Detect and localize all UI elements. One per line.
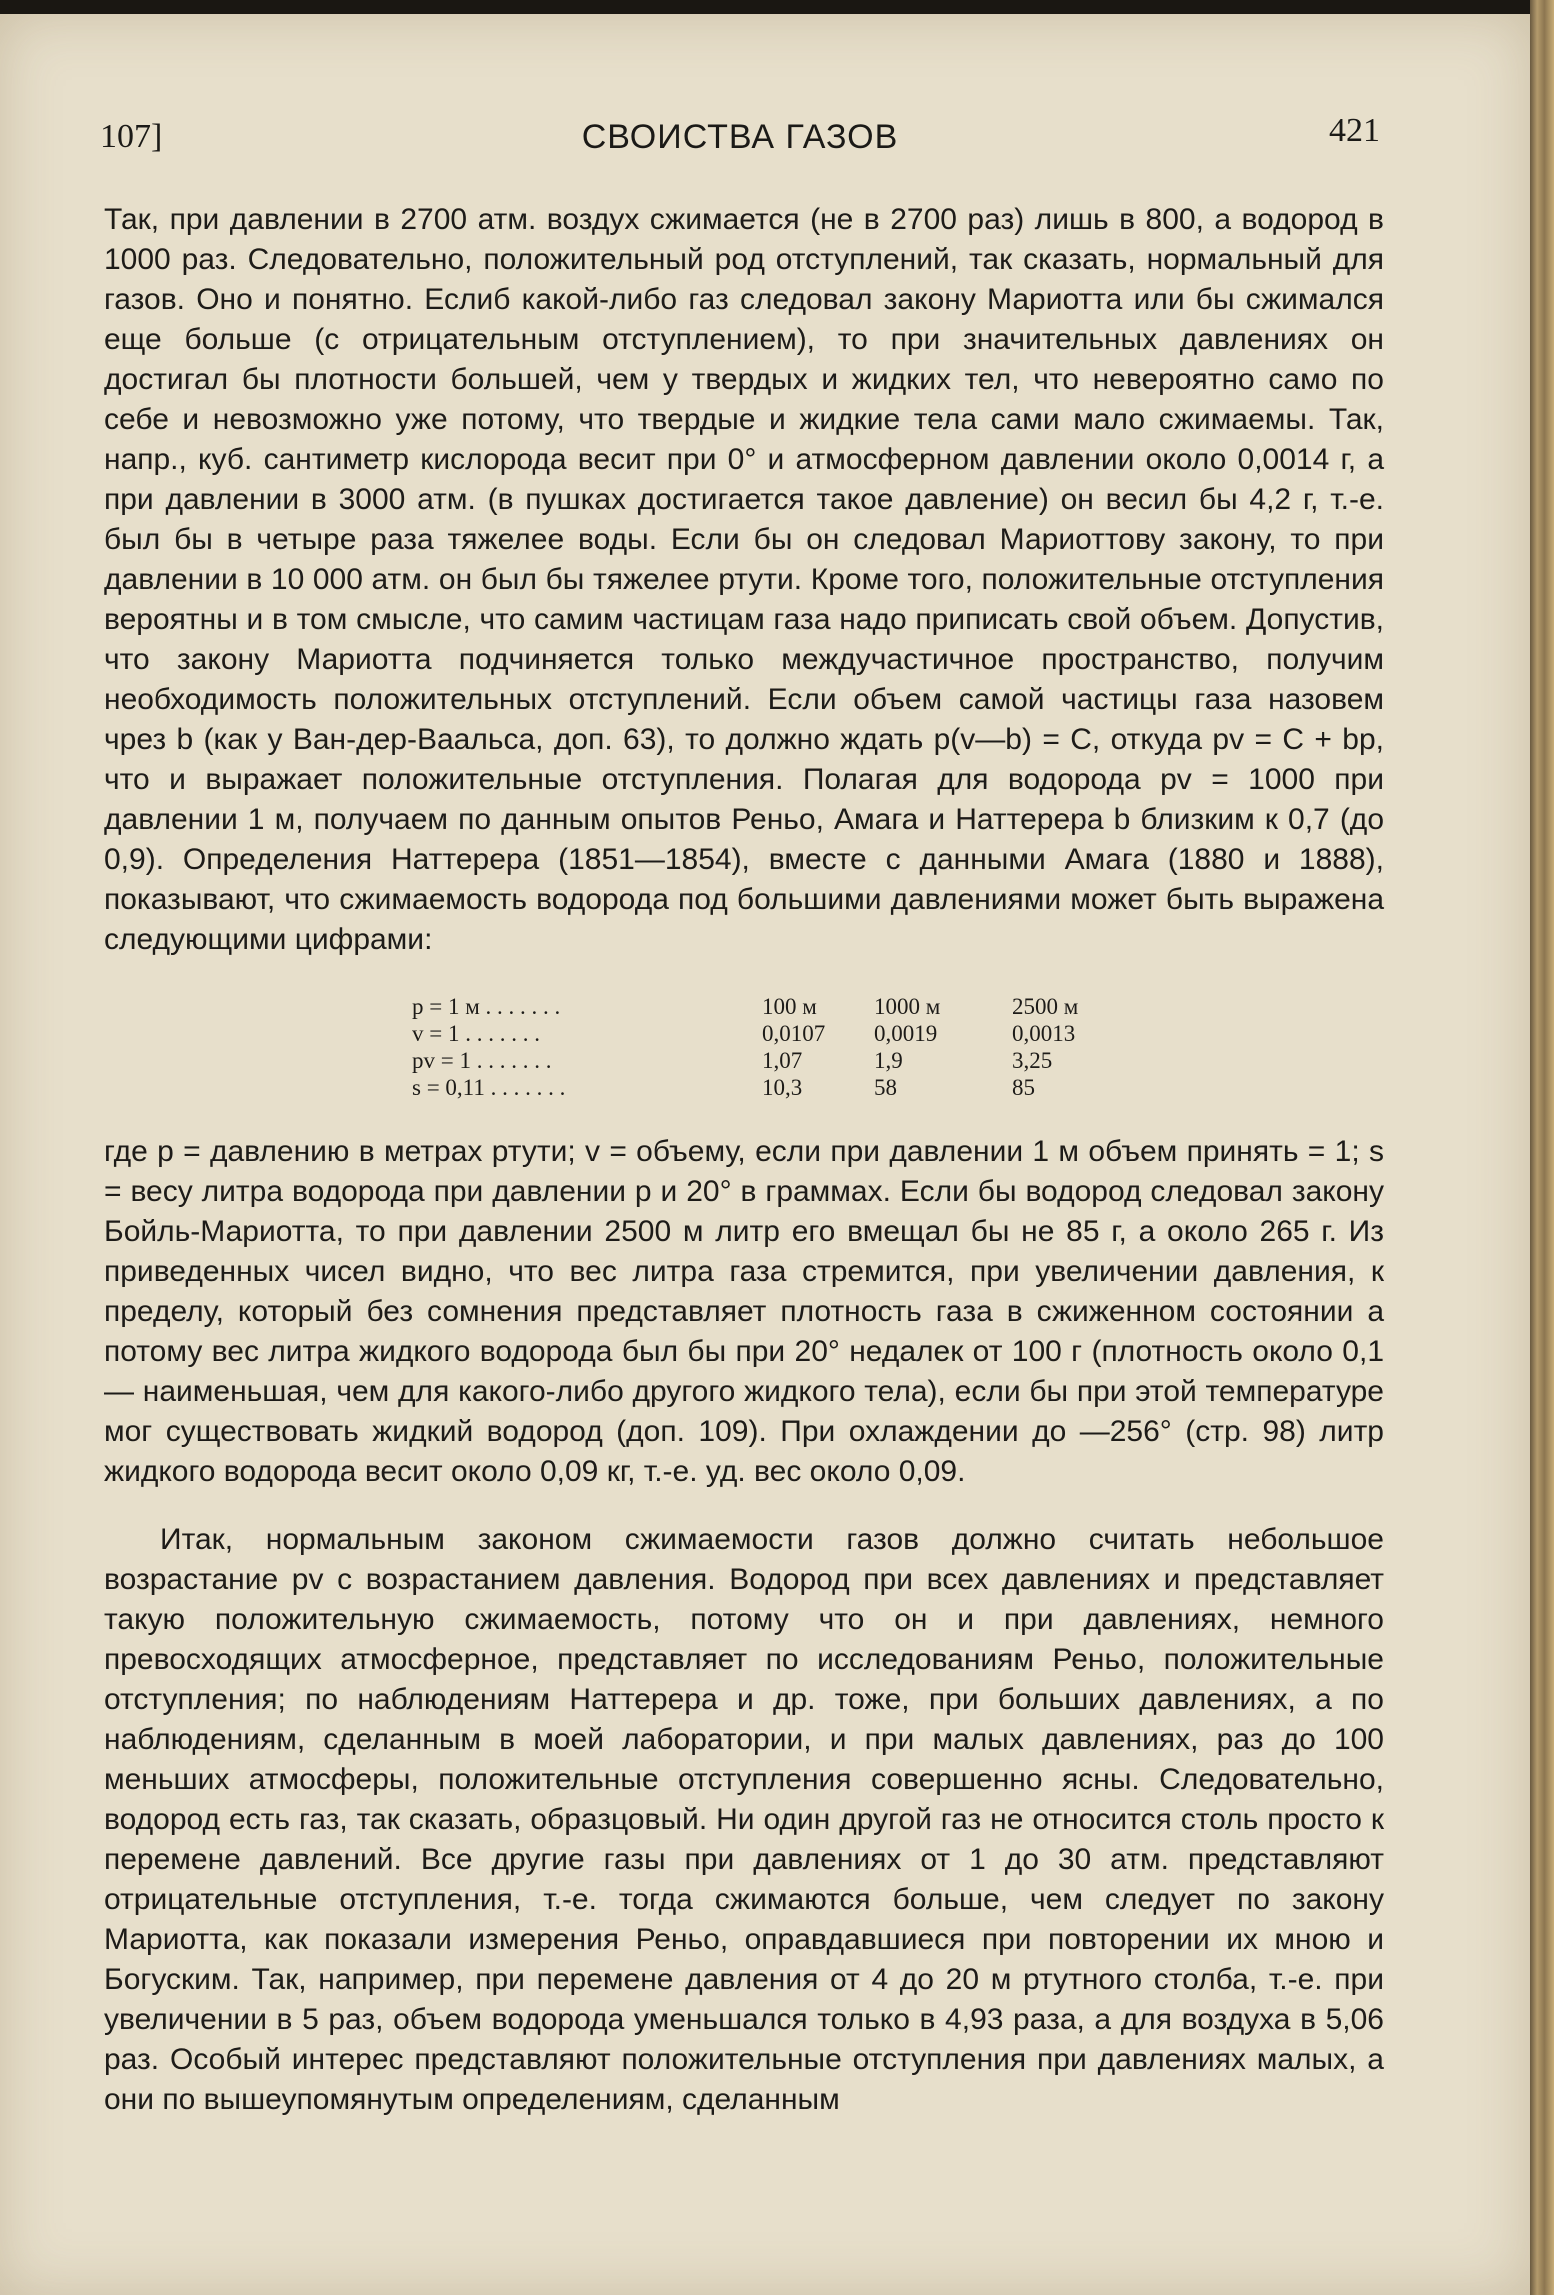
table-cell: v = 1 . . . . . . .: [412, 1021, 540, 1046]
table-cell: 3,25: [1012, 1048, 1053, 1073]
page-edge: [1530, 0, 1554, 2295]
body-text-block-3: [104, 1520, 1384, 2120]
paragraph-1: Так, при давлении в 2700 атм. воздух сжимается (не в 2700 раз) лишь в 800, а водород в 1000 раз. Следовательно, положительный род отступлений, так сказать, нормальный для газов. Оно и понятно. Еслиб какой-либо газ следовал закону Мариотта или бы сжимался еще больше (с отрицательным отступлением), то при значительных давлениях он достигал бы плотности большей, чем у твердых и жидких тел, что невероятно само по себе и невозможно уже потому, что твердые и жидкие тела сами мало сжимаемы. Так, напр., куб. сантиметр кислорода весит при 0° и атмосферном давлении около 0,0014 г, а при давлении в 3000 атм. (в пушках достигается такое давление) он весил бы 4,2 г, т.-е. был бы в четыре раза тяжелее воды. Если бы он следовал Мариоттову закону, то при давлении в 10 000 атм. он был бы тяжелее ртути. Кроме того, положительные отступления вероятны и в том смысле, что самим частицам газа надо приписать свой объем. Допустив, что закону Мариотта подчиняется только междучастичное пространство, получим необходимость положительных отступлений. Если объем самой частицы газа назовем чрез b (как у Ван-дер-Ваальса, доп. 63), то должно ждать p(v—b) = C, откуда pv = C + bp, что и выражает положительные отступления. Полагая для водорода pv = 1000 при давлении 1 м, получаем по данным опытов Реньо, Амага и Наттерера b близким к 0,7 (до 0,9). Определения Наттерера (1851—1854), вместе с данными Амага (1880 и 1888), показывают, что сжимаемость водорода под большими давлениями может быть выражена следующими цифрами:: [104, 203, 1384, 956]
table-cell: 0,0013: [1012, 1021, 1076, 1046]
table-cell: p = 1 м . . . . . . .: [412, 994, 561, 1019]
paragraph-3: Итак, нормальным законом сжимаемости газов должно считать небольшое возрастание pv с возрастанием давления. Водород при всех давлениях и представляет такую положительную сжимаемость, потому что он и при давлениях, немного превосходящих атмосферное, представляет по исследованиям Реньо, положительные отступления; по наблюдениям Наттерера и др. тоже, при больших давлениях, а по наблюдениям, сделанным в моей лаборатории, и при малых давлениях, раз до 100 меньших атмосферы, положительные отступления совершенно ясны. Следовательно, водород есть газ, так сказать, образцовый. Ни один другой газ не относится столь просто к перемене давлений. Все другие газы при давлениях от 1 до 30 атм. представляют отрицательные отступления, т.-е. тогда сжимаются больше, чем следует по закону Мариотта, как показали измерения Реньо, оправдавшиеся при повторении их мною и Богуским. Так, например, при перемене давления от 4 до 20 м ртутного столба, т.-е. при увеличении в 5 раз, объем водорода уменьшался только в 4,93 раза, а для воздуха в 5,06 раз. Особый интерес представляют положительные отступления при давлениях малых, а они по вышеупомянутым определениям, сделанным: [104, 1523, 1384, 2116]
table-cell: 0,0107: [762, 1021, 826, 1046]
table-cell: pv = 1 . . . . . . .: [412, 1048, 552, 1073]
table-row: [412, 1047, 1172, 1074]
running-title: СВОИСТВА ГАЗОВ: [581, 118, 899, 156]
section-number: 107]: [100, 118, 163, 155]
table-cell: 85: [1012, 1075, 1035, 1100]
compressibility-table: [412, 993, 1172, 1101]
table-cell: 0,0019: [874, 1021, 938, 1046]
table-cell: 1,9: [874, 1048, 903, 1073]
table-cell: 100 м: [762, 994, 817, 1019]
table-cell: 1,07: [762, 1048, 803, 1073]
page-number: 421: [1329, 112, 1380, 149]
table-cell: 2500 м: [1012, 994, 1079, 1019]
table-cell: 10,3: [762, 1075, 803, 1100]
table-row: [412, 1020, 1172, 1047]
body-text-block-1: [104, 200, 1384, 960]
table-row: [412, 1074, 1172, 1101]
table-cell: s = 0,11 . . . . . . .: [412, 1075, 566, 1100]
paragraph-2: где p = давлению в метрах ртути; v = объему, если при давлении 1 м объем принять = 1; s = весу литра водорода при давлении p и 20° в граммах. Если бы водород следовал закону Бойль-Мариотта, то при давлении 2500 м литр его вмещал бы не 85 г, а около 265 г. Из приведенных чисел видно, что вес литра газа стремится, при увеличении давления, к пределу, который без сомнения представляет плотность газа в сжиженном состоянии а потому вес литра жидкого водорода был бы при 20° недалек от 100 г (плотность около 0,1— наименьшая, чем для какого-либо другого жидкого тела), если бы при этой температуре мог существовать жидкий водород (доп. 109). При охлаждении до —256° (стр. 98) литр жидкого водорода весит около 0,09 кг, т.-е. уд. вес около 0,09.: [104, 1135, 1384, 1488]
page-header: [100, 112, 1380, 172]
table-cell: 58: [874, 1075, 897, 1100]
table-row: [412, 993, 1172, 1020]
body-text-block-2: [104, 1132, 1384, 1492]
table-cell: 1000 м: [874, 994, 941, 1019]
